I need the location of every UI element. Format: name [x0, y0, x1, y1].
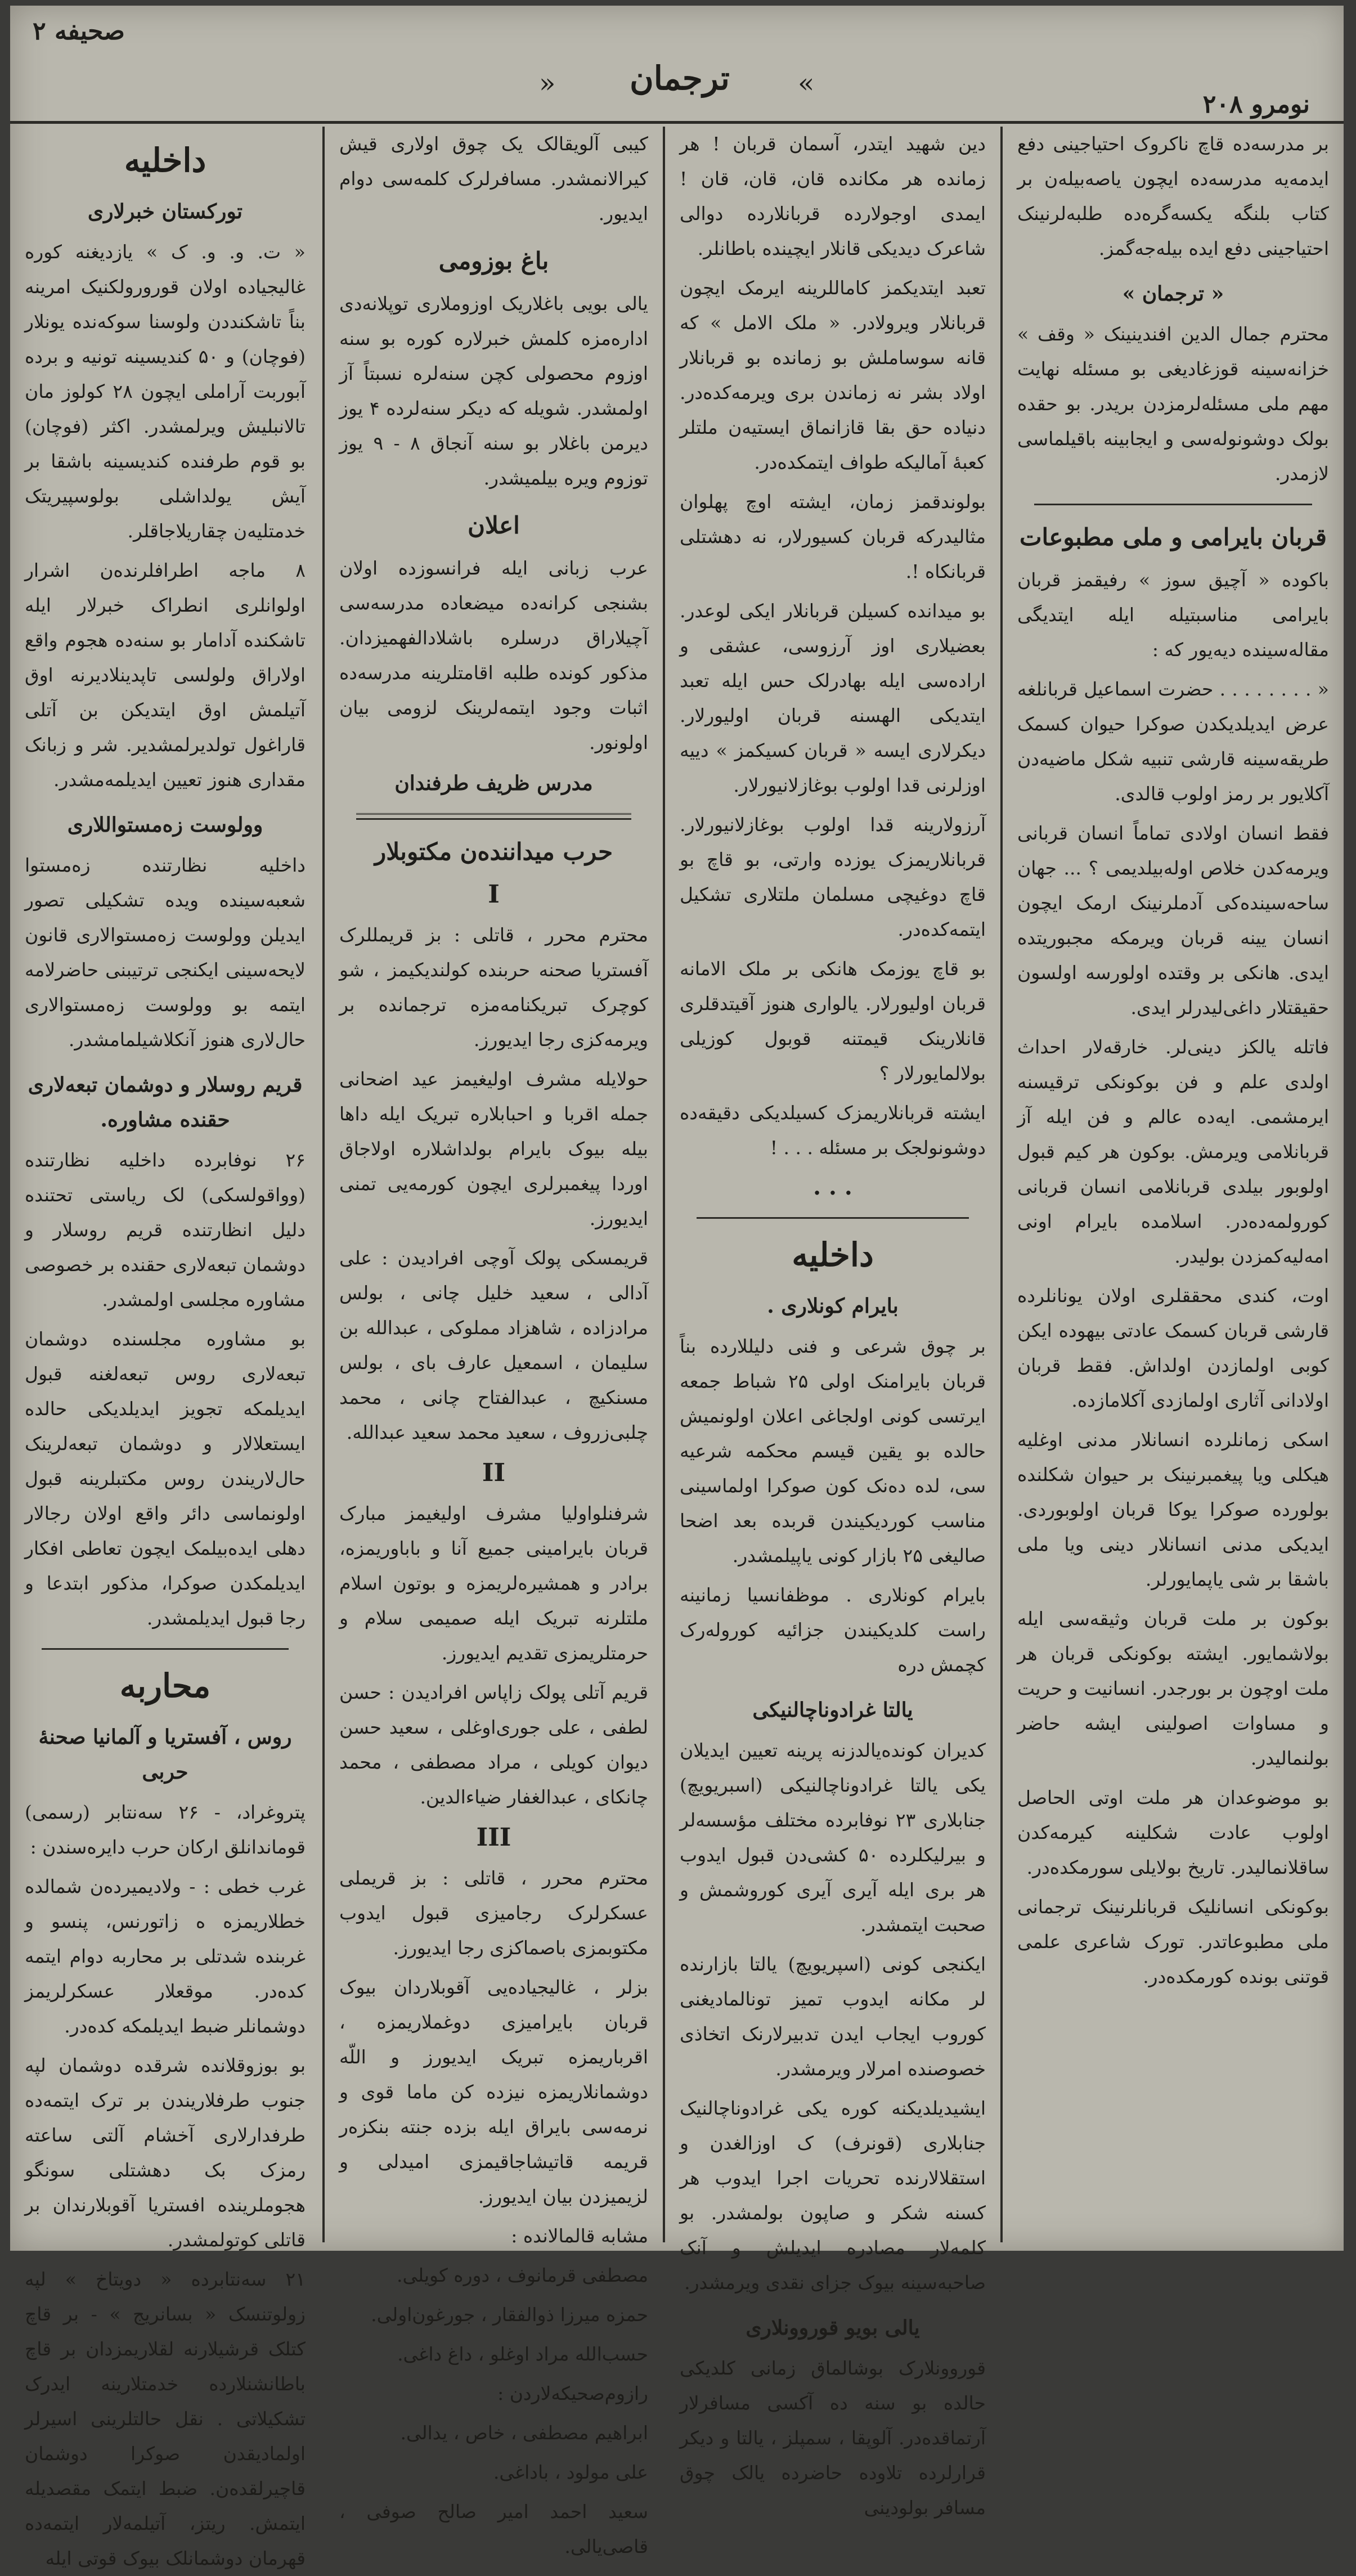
divider — [42, 1648, 289, 1650]
column-2 — [665, 127, 1000, 2519]
subsection-title: باغ بوزومی — [438, 247, 549, 275]
paragraph: بو میدانده کسیلن قربانلار ایکی لوعدر. بعضیلاری اوز آرزوسی، عشقی و اراده‌سی ایله بهادرلک حس ایله تعبد ایتدیکی الهسنه قربان اولیورلار. دیکرلاری ایسه « قربان کسیکمز » دییه اوزلرنی قدا اولوب بوغازلانیورلار. — [680, 600, 986, 796]
paragraph: اوت، کندی محققلری اولان یونانلرده قارشی قربان کسمک عادتی بیهوده ایکن کوبی اولمازدن اولداش. فقط قربان اولادانی آثاری اولمازدی آکلامازده. — [1017, 1285, 1329, 1411]
paragraph: ایشته قربانلاریمزک کسیلدیکی دقیقه‌ده دوشونولجک بر مسئله . . . ! — [680, 1102, 986, 1159]
paragraph: محترم محرر ، قاتلی : بز قریمللرک آفستریا صحنه حربنده کولندیکیمز ، شو کوچرک تبریکنامه‌مزه ترجمانده بر ویرمه‌کزی رجا ایدیورز. — [339, 924, 648, 1051]
issue-number: نومرو ۲۰۸ — [1202, 90, 1310, 119]
paragraph: فاتله یالکز دینی‌لر. خارقه‌لار احداث اولدی علم و فن بوکونکی ترقیسنه ایرمشمی. ایه‌ده عالم و فن ایله آز قربانلامی ویرمش. بوکون هر کیم قبول اولوبور بیلدی قربانلامی انسان قربانی کورولمه‌ده‌در. اسلامده بایرام اونی امه‌لیه‌کمزدن بولیدر. — [1017, 1036, 1329, 1267]
section-title: محاربه — [119, 1667, 211, 1705]
paragraph: ۸ ماجه اطرافلرنده‌ن اشرار اولوانلری انطراک خبرلار ایله تاشکنده آدامار بو سنه‌ده هجوم واقع اولاراق ولولسی تاپدینلادیرنه اوق آتیلمش اوق ایتدیکن بن آتلی قاراغول تولدیرلمشدیر. شر و زبانک مقداری هنوز تعیین ایدیلمه‌مشدر. — [25, 559, 306, 791]
paragraph: بو بوزوقلانده شرقده دوشمان لپه جنوب طرفلاریندن بر ترک ایتمه‌ده طرفدارلاری آخشام آلتی ساعته رمزک بک دهشتلی سونگو هجوملرینده افستریا آقوبلارندان بر قاتلی کوتولمشدر. — [25, 2054, 306, 2251]
letter-number: II — [482, 1458, 506, 1487]
paragraph: بر چوق شرعی و فنی دلیللارده بناً قربان بایرامنک اولی ۲۵ شباط جمعه ایرتسی کونی اولجاغی اعلان اولونمیش حالده بو یقین قیسم محکمه شرعیه سی، لده ده‌نک کون صوکرا اولماسینی مناسب کوردیکیندن قربده بعد اضحا صالیغی ۲۵ بازار کونی یاپیلمشدر. — [680, 1335, 986, 1567]
separator-dots: . . . — [813, 1174, 852, 1200]
paragraph: آرزولارینه قدا اولوب بوغازلانیورلار. قربانلاریمزک یوزده وارتی، بو قاچ بو قاچ دوغیچی مسلمان ملتلاری تشکیل ایتمه‌کده‌در. — [680, 814, 986, 940]
paragraph: بوکون بر ملت قربان وثیقه‌سی ایله بولاشمایور. ایشته بوکونکی قربان هر ملت اوچون بر بورجدر. انسانیت و حریت و مساوات اصولینی ایشه حاضر بولنمالیدر. — [1017, 1608, 1329, 1769]
paragraph: بو قاچ یوزمک هانکی بر ملک الامانه قربان اولیورلار. یالواری هنوز آقیتدقلری قانلارینک قیمتنه قوبول کوزیلی بولالمایورلار ؟ — [680, 958, 986, 1084]
section-title: داخلیه — [792, 1236, 874, 1274]
paragraph: اسکی زمانلرده انسانلار مدنی اوغلیه هیکلی ویا پیغمبرنینک بر حیوان شکلنده بولورده صوکرا یوکا قربان اولوبوردی. ایدیکی مدنی انسانلار دینی ویا ملی باشقا بر شی یاپمایورلر. — [1017, 1429, 1329, 1590]
paragraph: ۲۶ نوفابرده داخلیه نظارتنده (وواقولسکی) لک ریاستی تحتنده دلیل انظارتنده قریم روسلار و دوشمان تبعه‌لاری حقنده بر خصوصی مشاوره مجلسی اولمشدر. — [25, 1149, 306, 1311]
paragraph: قریم آتلی پولک زاپاس افرادیدن : حسن لطفی ، علی جوری‌اوغلی ، سعید حسن دیوان کویلی ، مراد مصطفی ، محمد چانکای ، عبدالغفار ضیاءالدین. — [339, 1681, 648, 1808]
subsection-title: اعلان — [468, 511, 520, 539]
paragraph: ایشیدیلدیکنه کوره یکی غرادوناچالنیک جنابلاری (قونرف) ک اوزالغدن و استقلالارنده تحریات اجرا ایدوب هر کسنه شکر و صاپون بولمشدر. بو کلمه‌لار مصادره ایدیلش و آنک صاحبه‌سینه بیوک جزای نقدی ویرمشدر. — [680, 2097, 986, 2294]
list-item: علی مولود ، باداغی. — [493, 2461, 648, 2483]
paragraph: شرفنلواولیا مشرف اولیغیمز مبارک قربان بایرامینی جمیع آنا و باباوریمزه، برادر و همشیره‌لریمزه و بوتون اسلام ملتلرنه تبریک ایله صمیمی سلام و حرمتلریمزی تقدیم ایدیورز. — [339, 1502, 648, 1664]
paragraph: دین شهید ایتدر، آسمان قربان ! هر زمانده هر مکانده قان، قان، قان ! ایمدی اوجولارده قربانلارده دوالی شاعرک دیدیکی قانلار ایچینده باطانلر. — [680, 133, 986, 259]
list-title: رازوم‌صحیکه‌لاردن : — [497, 2382, 648, 2404]
divider — [697, 1217, 969, 1219]
paragraph: ایکنجی کونی (اسپریویچ) یالتا بازارنده لر مکانه ایدوب تمیز تونالمادیغنی کوروب ایجاب ایدن تدبیرلارنک اتخاذی خصوصنده امرلار ویرمشدر. — [680, 1953, 986, 2080]
note-title: « ترجمان » — [1122, 282, 1224, 306]
paragraph: قریمسکی پولک آوچی افرادیدن : علی آدالی ، سعید خلیل چانی ، بولس مرادزاده ، شاهزاد مملوکی ، عبدالله بن سلیمان ، اسمعیل عارف بای ، بولس مسنکیچ ، عبدالفتاح چانی ، محمد چلبی‌زروف ، سعید محمد سعید عبدالله. — [339, 1247, 648, 1443]
paragraph: کیبی آلویقالک یک چوق اولاری قیش کیرالانمشدر. مسافرلرک کلمه‌سی دوام ایدیور. — [339, 133, 648, 225]
column-4 — [10, 127, 320, 2569]
section-title: حرب میداننده‌ن مکتوبلار — [374, 838, 613, 865]
ornament-left-icon: « — [539, 68, 556, 99]
letter-number: I — [488, 880, 500, 909]
paragraph: تعبد ایتدیکمز کاماللرینه ایرمک ایچون قربانلار ویرولادر. « ملک الامل » که قانه سوساملش بو زمانده بو قربانلار اولاد بشر نه زماندن بری ویرمه‌کده‌در. دنیاده حق بقا قازانماق ایستیه‌ن ملتلر کعبهٔ آمالیکه طواف ایتمکده‌در. — [680, 277, 986, 473]
paragraph: یالی بویی باغلاریک اوزوملاری توپلانه‌دی اداره‌مزه کلمش خبرلاره کوره بو سنه اوزوم محصولی کچن سنه‌لره نسبتاً آز اولمشدر. شویله که دیکر سنه‌لرده ۴ یوز دیرمن باغلار بو سنه آنجاق ۸ - ۹ یوز توزوم ویره بیلمیشدر. — [339, 293, 648, 489]
list-item: حسب‌الله مراد اوغلو ، داغ داغی. — [397, 2343, 648, 2365]
list-title: مشابه قالمالانده : — [511, 2225, 648, 2247]
page-label: صحیفه ۲ — [33, 17, 125, 46]
column-1 — [1003, 127, 1344, 2242]
subsection-title: بایرام کونلاری . — [767, 1294, 899, 1318]
paragraph: فقط انسان اولادی تماماً انسان قربانی ویرمه‌کدن خلاص اوله‌بیلدیمی ؟ ... جهان ساحه‌سینده‌کی آدملرنینک ارمک ایچون انسان یینه قربان ویرمکه مجبوریتده ایدی. هانکی بر وقتده اولورسه اولسون حقیقتلار داغی‌لیدرلر ایدی. — [1017, 822, 1329, 1018]
paragraph: باکوده « آچیق سوز » رفیقمز قربان بایرامی مناسبتیله ایله ایتدیگی مقاله‌سینده دیه‌یور که : — [1017, 569, 1329, 661]
newspaper-title: ترجمان — [630, 59, 730, 97]
paragraph: بایرام کونلاری . موظفانسیا زمانینه راست کلدیکیندن جزائیه کوروله‌رک کچمش‌ دره — [680, 1584, 986, 1676]
paragraph: داخلیه نظارتنده زه‌مستوا شعبه‌سینده ویده تشکیلی تصور ایدیلن وولوست زه‌مستوالاری قانون لایحه‌سینی ایکنجی ترتیبنی حاضرلامه ایتمه بو وولوست زه‌مستوالاری حال‌لاری هنوز آنکلاشیلمامشدر. — [25, 854, 306, 1051]
paragraph: بولوندقمز زمان، ایشته اوچ پهلوان مثالیدرکه قربان کسیورلار، نه دهشتلی قربانکاه !. — [680, 491, 986, 582]
paragraph: قوروونلارک بوشالماق زمانی کلدیکی حالده بو سنه ده آکسی مسافرلار آرتماقده‌در. آلوپقا ، سمپلز ، یالتا و دیکر قرارلرده تلاوده حاضرده یالک چوق مسافر بولودینی — [680, 2357, 986, 2519]
letter-number: III — [476, 1823, 511, 1852]
list-item: مصطفی قرمانوف ، دوره کویلی. — [396, 2264, 648, 2286]
subsection-title: قریم روسلار و دوشمان تبعه‌لاری حقنده مشاوره. — [28, 1073, 303, 1132]
column-3 — [325, 127, 663, 2557]
paragraph: کدیران کونده‌یالدزنه پرینه تعیین ایدیلان یکی یالتا غرادوناچالنیکی (اسبریویچ) جنابلاری ۲۳ نوفابرده مختلف مؤسسه‌لر و بیرلیکلرده ۵۰ کشی‌دن قبول ایدوب هر بری ایله آیری آیری کوروشمش و صحبت ایتمشدر. — [680, 1739, 986, 1936]
divider — [356, 813, 631, 820]
paragraph: محترم محرر ، قاتلی : بز قریملی عسکرلرک رجامیزی قبول ایدوب مکتوبمزی باصماکزی رجا ایدیورز. — [339, 1867, 648, 1959]
subsection-title: تورکستان خبرلاری — [87, 200, 243, 223]
section-title: داخلیه — [124, 141, 206, 179]
list-item: حمزه میرزا ذوالفقار ، جورغون‌اولی. — [371, 2304, 648, 2326]
newspaper-page — [10, 6, 1344, 2569]
divider — [1034, 504, 1312, 505]
paragraph: بزلر ، غالیجیاده‌یی آقوبلاردان بیوک قربان بایرامیزی دوغملاریمزه ، اقرباریمزه تبریک ایدیورز و اللّه دوشمانلاریمزه نیزده کن ماما قوی و نرمه‌سی بایراق ایله بزده جنته بنکزه‌ر قریمه قاتیشاجاقیمزی امیدلی و لزیمیزدن بیان ایدیورز. — [339, 1976, 648, 2207]
signature: مدرس ظریف طرفندان — [394, 771, 593, 795]
masthead — [10, 6, 1344, 124]
subsection-title: وولوست زه‌مستواللاری — [67, 813, 263, 837]
paragraph: بو مشاوره مجلسنده دوشمان تبعه‌لاری روس تبعه‌لغنه قبول ایدیلمکه تجویز ایدیلدیکی حالده ایستعلالار و دوشمان تبعه‌لرینک حال‌لاریندن روس مکتبلرینه قبول اولونماسی دائر واقع اولان رجالار دهلی ایده‌بیلمک ایچون تعاطی افکار ایدیلمکدن صوکرا، مذکور ابتدعا و رجا قبول ایدیلمشدر. — [25, 1328, 306, 1629]
subsection-title: یالی بویو قوروونلاری — [746, 2316, 920, 2340]
paragraph: غرب خطی : - ولاديميرده‌ن شمالده خطلاریمزه ه زاتورنس، پنسو و غربنده شدتلی بر محاربه دوام ایتمه کده‌در. موقعلار عسکرلریمز دوشمانلر ضبط ایدیلمکه کده‌در. — [25, 1875, 306, 2037]
paragraph: بوکونکی انسانلیک قربانلرنینک ترجمانی ملی مطبوعاتدر. تورک شاعری علمی قوتنی بونده کورمکده‌در. — [1017, 1896, 1329, 1987]
section-title: قربان بایرامی و ملی مطبوعات — [1020, 523, 1327, 551]
ornament-right-icon: » — [798, 68, 815, 99]
subsection-title: روس ، آفستریا و آلمانیا صحنهٔ حربی — [38, 1725, 292, 1784]
list-item: ابراهیم مصطفی ، خاص ، یدالی. — [400, 2422, 648, 2444]
paragraph: ۲۱ سه‌نتابرده « دو‌یتاخ » لپه زولوتنسک « بسانریج » - بر قاچ کتلک قرشیلارنه لقلاریمزدان بر قاچ باطانشنلارده خدمتلارینه ایدرک تشکیلاتی . نقل حالتلرینی اسیرلر اولمادیقدن صوکرا دوشمان قاچیرلقده‌ن. ضبط ایتمک مقصدیله ایتمش. ریتز، آتیلمه‌لار ایتمه‌ده قهرمان دوشمانلک بیوک قوتی ایله — [25, 2268, 306, 2569]
paragraph: بر مدرسه‌ده قاچ ناکروک احتیاجینی دفع ایدمه‌یه مدرسه‌ده ایچون یاصه‌بیله‌ن بر کتاب بلنگه یکسه‌گره‌ده طلبه‌لرنینک احتیاجینی دفع ایده بیله‌جه‌گمز. — [1017, 133, 1329, 259]
subsection-title: یالتا غرادوناچالنیکی — [752, 1698, 913, 1722]
paragraph: « . . . . . . . . حضرت اسماعیل قربانلغه عرض ایدیلدیکدن صوکرا حیوان کسمک طریقه‌سینه قارشی تنبیه شکل ماضیه‌دن آکلایور بر رمز اولوب قالدی. — [1017, 678, 1329, 805]
paragraph: محترم جمال الدین افندینینک « وقف » خزانه‌سینه قوزغادیغی بو مسئله نهایت مهم ملی مسئله‌لرمزدن بریدر. بو حقده بولک دوشونوله‌سی و ایجابینه باقیلماسی لازمدر. — [1017, 323, 1329, 484]
paragraph: پتروغراد، - ۲۶ سه‌نتابر (رسمی) قوماندانلق ارکان حرب دایره‌سندن : — [25, 1801, 306, 1858]
paragraph: حولایله مشرف اولیغیمز عید اضحانی جمله اقربا و احبابلاره تبریک ایله داها بیله بیوک بایرام بولداشلاره اولاجاق اوردا پیغمبرلری ایچون کورمه‌یی تمنی ایدیورز. — [339, 1068, 648, 1229]
list-item: سعید احمد امیر صالح صوفی ، قاصی‌یالی. — [339, 2501, 648, 2557]
paragraph: « ت. و. و. ک » یازدیغنه کوره غالیجیاده اولان قورورولکنیک امرینه بناً تاشکنددن ولوسنا سوکه‌نده یونلار (فوچان) و ۵۰ کندیسینه تونیه و برده آبوربت آراملی ایچون ۲۸ کولوز مان تالانبلیش ویرلمشدر. اکثر (فوچان) بو قوم طرفنده کندیسینه باشقا بر آیش یولداشلی بولوسپیریتک خدمتلیه‌ن چقاریلاجاقلر. — [25, 241, 306, 542]
paragraph: عرب زبانی ایله فرانسوزده اولان بشنجی کرانه‌ده‌ میضعاده مدرسه‌سی آچیلاراق درسلره باشلادالفهمیزدان. مذکور کونده طلبه اقامتلرینه مدرسه‌ده اثبات وجود ایتمه‌لرینک لزومی بیان اولونور. — [339, 557, 648, 753]
paragraph: بو موضوعدان هر ملت اوتی الحاصل اولوب عادت شکلینه کیرمه‌کدن ساقلانمالیدر. تاریخ بولایلی سورمکده‌در. — [1017, 1787, 1329, 1878]
